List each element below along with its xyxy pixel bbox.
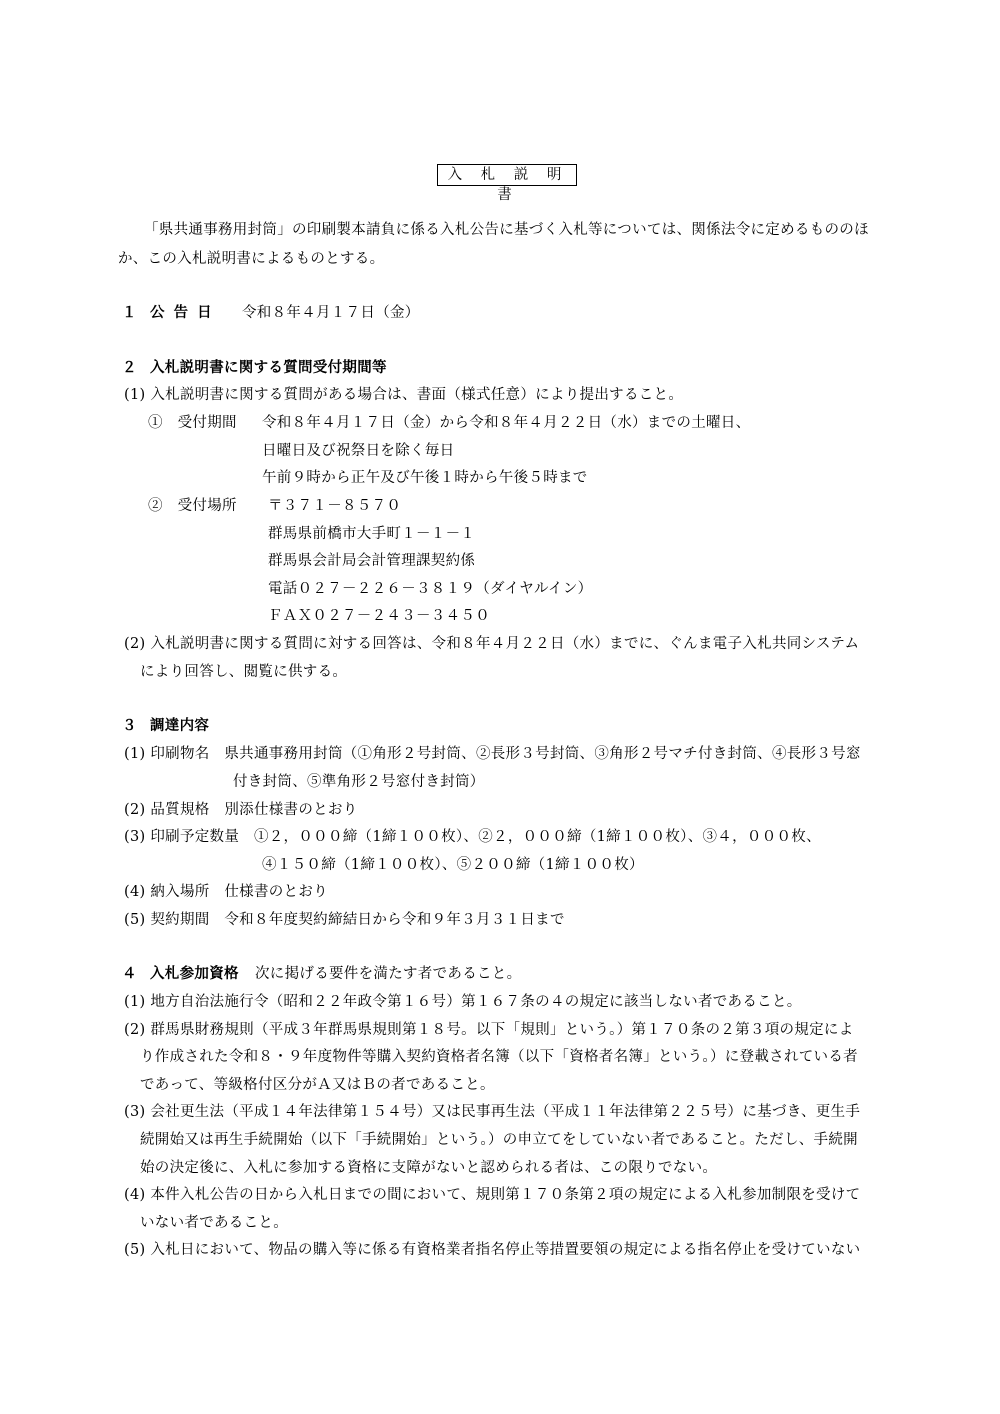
intro-line-2: か、この入札説明書によるものとする。	[118, 251, 385, 267]
s3-line-2: 付き封筒、⑤準角形２号窓付き封筒）	[233, 774, 485, 790]
title-box	[437, 164, 577, 203]
s4-heading: 入札参加資格	[150, 966, 239, 982]
s2-p1b-line-3: 群馬県会計局会計管理課契約係	[268, 553, 476, 569]
s1-heading: 公 告 日	[150, 305, 214, 321]
s2-p1b-line-1: 〒３７１－８５７０	[268, 498, 402, 514]
s4-line-8: (4) 本件入札公告の日から入札日までの間において、規則第１７０条第２項の規定による入札参加制限を受けて	[124, 1187, 861, 1203]
s1-number: １	[122, 305, 137, 321]
s2-p1: (1) 入札説明書に関する質問がある場合は、書面（様式任意）により提出すること。	[124, 387, 684, 403]
s2-p2-line-1: (2) 入札説明書に関する質問に対する回答は、令和８年４月２２日（水）までに、ぐんま電子入札共同システム	[124, 636, 860, 652]
s3-line-3: (2) 品質規格 別添仕様書のとおり	[124, 802, 358, 818]
s4-line-4: であって、等級格付区分がＡ又はＢの者であること。	[140, 1077, 495, 1093]
s4-line-6: 続開始又は再生手続開始（以下「手続開始」という。）の申立てをしていない者であること。ただし、手続開	[140, 1132, 858, 1148]
s3-line-1: (1) 印刷物名 県共通事務用封筒（①角形２号封筒、②長形３号封筒、③角形２号マチ付き封筒、④長形３号窓	[124, 746, 861, 762]
s4-line-5: (3) 会社更生法（平成１４年法律第１５４号）又は民事再生法（平成１１年法律第２２５号）に基づき、更生手	[124, 1104, 861, 1120]
s3-line-7: (5) 契約期間 令和８年度契約締結日から令和９年３月３１日まで	[124, 912, 565, 928]
s2-p1b-line-5: ＦＡＸ０２７－２４３－３４５０	[268, 608, 490, 624]
s1-value: 令和８年４月１７日（金）	[242, 305, 420, 321]
s3-number: ３	[122, 718, 137, 734]
s2-p1a-line-1: 令和８年４月１７日（金）から令和８年４月２２日（水）までの土曜日、	[262, 415, 751, 431]
s3-line-6: (4) 納入場所 仕様書のとおり	[124, 884, 328, 900]
s2-p1b-label: ② 受付場所	[148, 498, 237, 514]
s2-p1b-line-2: 群馬県前橋市大手町１－１－１	[268, 526, 476, 542]
s4-line-2: (2) 群馬県財務規則（平成３年群馬県規則第１８号。以下「規則」という。）第１７０条の２第３項の規定によ	[124, 1022, 854, 1038]
s2-p1a-line-2: 日曜日及び祝祭日を除く毎日	[262, 443, 455, 459]
s4-number: ４	[122, 966, 137, 982]
s4-line-7: 始の決定後に、入札に参加する資格に支障がないと認められる者は、この限りでない。	[140, 1160, 718, 1176]
s4-line-9: いない者であること。	[140, 1215, 288, 1231]
s2-p1b-line-4: 電話０２７－２２６－３８１９（ダイヤルイン）	[268, 581, 593, 597]
s3-line-5: ④１５０締（1締１００枚）、⑤２００締（1締１００枚）	[262, 857, 644, 873]
s3-line-4: (3) 印刷予定数量 ①２，０００締（1締１００枚）、②２，０００締（1締１００枚）、③４，０００枚、	[124, 829, 821, 845]
s2-p1a-label: ① 受付期間	[148, 415, 237, 431]
intro-line-1: 「県共通事務用封筒」の印刷製本請負に係る入札公告に基づく入札等については、関係法令に定めるもののほ	[144, 222, 869, 238]
s4-line-10: (5) 入札日において、物品の購入等に係る有資格業者指名停止等措置要領の規定による指名停止を受けていない	[124, 1242, 861, 1258]
s4-line-3: り作成された令和８・９年度物件等購入契約資格者名簿（以下「資格者名簿」という。）に登載されている者	[140, 1049, 858, 1065]
document-title: 入 札 説 明 書	[447, 167, 569, 203]
s4-line-1: (1) 地方自治法施行令（昭和２２年政令第１６号）第１６７条の４の規定に該当しない者であること。	[124, 994, 802, 1010]
s2-heading: 入札説明書に関する質問受付期間等	[150, 360, 387, 376]
s4-lead: 次に掲げる要件を満たす者であること。	[255, 966, 522, 982]
s3-heading: 調達内容	[150, 718, 210, 734]
s2-p1a-line-3: 午前９時から正午及び午後１時から午後５時まで	[262, 470, 588, 486]
s2-p2-line-2: により回答し、閲覧に供する。	[140, 664, 348, 680]
s2-number: ２	[122, 360, 137, 376]
